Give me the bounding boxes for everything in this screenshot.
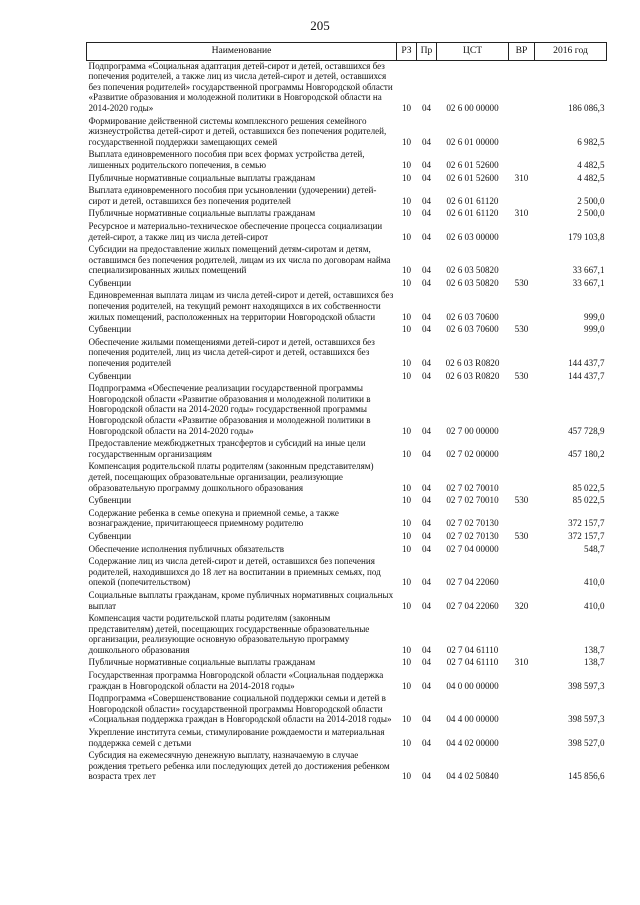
row-name-cell: Обеспечение жилыми помещениями детей-сирот и детей, оставшихся без попечения родителей, лиц из числа детей-сирот и детей, оставшихся без попечения родителей <box>88 336 375 369</box>
row-cst-cell: 02 7 02 70010 <box>446 482 499 493</box>
row-amount-cell: 372 157,7 <box>568 530 605 541</box>
row-pr-cell: 04 <box>421 277 432 288</box>
row-pr-cell: 04 <box>421 543 432 554</box>
row-rz-cell: 10 <box>401 530 412 541</box>
row-amount-cell: 2 500,0 <box>577 208 605 219</box>
row-vr-cell: 310 <box>514 657 529 668</box>
row-rz-cell: 10 <box>401 159 412 170</box>
row-cst-cell: 02 6 03 50820 <box>446 265 499 276</box>
row-amount-cell: 548,7 <box>584 543 605 554</box>
row-vr-cell <box>509 508 535 531</box>
row-pr-cell: 04 <box>421 370 432 381</box>
header-name: Наименование <box>87 43 397 61</box>
table-row <box>87 60 607 115</box>
row-pr-cell: 04 <box>421 600 432 611</box>
table-row <box>87 657 607 670</box>
row-name-cell: Социальные выплаты гражданам, кроме публичных нормативных социальных выплат <box>88 589 394 611</box>
row-name-cell: Субсидия на ежемесячную денежную выплату, назначаемую в случае рождения третьего ребенка или последующих детей до достижения ребенком возраста трех лет <box>88 750 390 782</box>
row-pr-cell: 04 <box>421 714 432 725</box>
row-amount-cell: 457 180,2 <box>568 448 605 459</box>
row-amount-cell: 33 667,1 <box>572 265 605 276</box>
table-row <box>87 244 607 278</box>
row-rz-cell: 10 <box>401 136 412 147</box>
table-row <box>87 438 607 461</box>
row-pr-cell: 04 <box>421 448 432 459</box>
row-name-cell: Обеспечение исполнения публичных обязательств <box>88 543 285 554</box>
row-pr-cell: 04 <box>421 231 432 242</box>
row-cst-cell: 02 6 01 61120 <box>446 195 499 206</box>
row-amount-cell: 144 437,7 <box>568 358 605 369</box>
table-row <box>87 185 607 208</box>
row-amount-cell: 179 103,8 <box>568 231 605 242</box>
row-amount-cell: 85 022,5 <box>572 495 605 506</box>
row-pr-cell: 04 <box>421 195 432 206</box>
row-vr-cell <box>509 556 535 590</box>
table-row <box>87 221 607 244</box>
row-name-cell: Субвенции <box>88 370 132 381</box>
row-cst-cell: 02 6 03 70600 <box>446 324 499 335</box>
row-cst-cell: 04 0 00 00000 <box>446 680 499 691</box>
table-row <box>87 324 607 337</box>
row-name-cell: Единовременная выплата лицам из числа детей-сирот и детей, оставшихся без попечения родителей, на текущий ремонт находящихся в их собственности жилых помещений, расположенных на территории Новгородской области <box>88 290 394 322</box>
row-vr-cell <box>509 185 535 208</box>
row-vr-cell <box>509 750 535 784</box>
row-amount-cell: 999,0 <box>584 311 605 322</box>
row-cst-cell: 02 6 01 61120 <box>446 208 499 219</box>
row-amount-cell: 410,0 <box>584 600 605 611</box>
row-vr-cell <box>509 670 535 693</box>
row-cst-cell: 04 4 02 00000 <box>446 737 499 748</box>
table-row <box>87 727 607 750</box>
row-rz-cell: 10 <box>401 644 412 655</box>
row-vr-cell: 530 <box>514 370 529 381</box>
row-vr-cell <box>509 244 535 278</box>
row-cst-cell: 02 6 01 00000 <box>446 136 499 147</box>
table-row <box>87 556 607 590</box>
row-rz-cell: 10 <box>401 714 412 725</box>
row-rz-cell: 10 <box>401 680 412 691</box>
row-pr-cell: 04 <box>421 644 432 655</box>
row-amount-cell: 186 086,3 <box>568 102 605 113</box>
row-vr-cell <box>509 727 535 750</box>
table-row <box>87 508 607 531</box>
header-year: 2016 год <box>535 43 607 61</box>
row-vr-cell <box>509 337 535 371</box>
row-pr-cell: 04 <box>421 136 432 147</box>
row-vr-cell <box>509 116 535 150</box>
header-pr: Пр <box>417 43 437 61</box>
row-vr-cell: 310 <box>514 172 529 183</box>
row-vr-cell <box>509 149 535 172</box>
row-name-cell: Публичные нормативные социальные выплаты гражданам <box>88 172 316 183</box>
row-amount-cell: 6 982,5 <box>577 136 605 147</box>
row-cst-cell: 02 6 03 R0820 <box>445 370 500 381</box>
table-row <box>87 290 607 324</box>
row-name-cell: Субвенции <box>88 324 132 335</box>
table-row <box>87 750 607 784</box>
row-name-cell: Подпрограмма «Социальная адаптация детей-сирот и детей, оставшихся без попечения родителей, а также лиц из числа детей-сирот и детей, оставшихся без попечения родителей» государственной программы Новгородской области «Развитие образования и молодежной политики в Новгородской области на 2014-2020 годы» <box>88 60 393 113</box>
row-amount-cell: 2 500,0 <box>577 195 605 206</box>
row-amount-cell: 145 856,6 <box>568 771 605 782</box>
row-amount-cell: 398 597,3 <box>568 680 605 691</box>
row-cst-cell: 02 7 04 22060 <box>446 600 499 611</box>
table-row <box>87 693 607 727</box>
row-cst-cell: 02 7 04 22060 <box>446 577 499 588</box>
table-row <box>87 544 607 557</box>
row-pr-cell: 04 <box>421 680 432 691</box>
table-row <box>87 495 607 508</box>
row-pr-cell: 04 <box>421 172 432 183</box>
row-cst-cell: 04 4 00 00000 <box>446 714 499 725</box>
row-cst-cell: 02 7 00 00000 <box>446 425 499 436</box>
row-pr-cell: 04 <box>421 657 432 668</box>
row-cst-cell: 04 4 02 50840 <box>446 771 499 782</box>
row-rz-cell: 10 <box>401 370 412 381</box>
row-vr-cell <box>509 544 535 557</box>
row-rz-cell: 10 <box>401 358 412 369</box>
row-name-cell: Компенсация части родительской платы родителям (законным представителям) детей, посещающих государственные образовательные организации, реализующие основную образовательную программу дошкольного образования <box>88 613 370 655</box>
table-header-row <box>87 43 607 61</box>
row-rz-cell: 10 <box>401 482 412 493</box>
row-cst-cell: 02 7 04 61110 <box>446 644 499 655</box>
table-row <box>87 173 607 186</box>
row-name-cell: Публичные нормативные социальные выплаты гражданам <box>88 657 316 668</box>
row-cst-cell: 02 6 03 50820 <box>446 277 499 288</box>
row-vr-cell <box>509 693 535 727</box>
row-cst-cell: 02 6 00 00000 <box>446 102 499 113</box>
row-name-cell: Выплата единовременного пособия при всех формах устройства детей, лишенных родительского попечения, в семью <box>88 149 365 170</box>
page-number: 205 <box>310 18 330 33</box>
table-row <box>87 337 607 371</box>
row-amount-cell: 398 527,0 <box>568 737 605 748</box>
row-name-cell: Субсидии на предоставление жилых помещений детям-сиротам и детям, оставшимся без попечения родителей, лицам из их числа по договорам найма специализированных жилых помещений <box>88 244 391 276</box>
row-amount-cell: 4 482,5 <box>577 159 605 170</box>
row-rz-cell: 10 <box>401 425 412 436</box>
row-cst-cell: 02 6 01 52600 <box>446 159 499 170</box>
row-amount-cell: 85 022,5 <box>572 482 605 493</box>
row-rz-cell: 10 <box>401 195 412 206</box>
row-rz-cell: 10 <box>401 324 412 335</box>
row-name-cell: Предоставление межбюджетных трансфертов и субсидий на иные цели государственным организациям <box>88 438 366 459</box>
row-name-cell: Содержание лиц из числа детей-сирот и детей, оставшихся без попечения родителей, находившихся до 18 лет на воспитании в приемных семьях, под опекой (попечительством) <box>88 556 381 588</box>
row-name-cell: Субвенции <box>88 495 132 506</box>
row-pr-cell: 04 <box>421 324 432 335</box>
row-vr-cell <box>509 461 535 495</box>
row-vr-cell <box>509 221 535 244</box>
row-cst-cell: 02 7 02 70130 <box>446 518 499 529</box>
row-amount-cell: 33 667,1 <box>572 277 605 288</box>
row-name-cell: Подпрограмма «Совершенствование социальной поддержки семьи и детей в Новгородской области» государственной программы Новгородской области «Социальная поддержка граждан в Новгородской области на 2014-2018 годы» <box>88 693 392 725</box>
row-vr-cell: 530 <box>514 324 529 335</box>
row-cst-cell: 02 7 04 61110 <box>446 657 499 668</box>
row-amount-cell: 144 437,7 <box>568 370 605 381</box>
row-rz-cell: 10 <box>401 518 412 529</box>
row-vr-cell <box>509 613 535 657</box>
row-name-cell: Выплата единовременного пособия при усыновлении (удочерении) детей-сирот и детей, оставшихся без попечения родителей <box>88 185 377 206</box>
row-pr-cell: 04 <box>421 530 432 541</box>
row-vr-cell: 530 <box>514 530 529 541</box>
row-name-cell: Подпрограмма «Обеспечение реализации государственной программы Новгородской области «Развитие образования и молодежной политики в Новгородской области на 2014-2020 годы» государственной программы Новгородской области «Развитие образования и молодежной политики в Новгородской области на 2014-2020 годы» <box>88 383 371 436</box>
table-row <box>87 461 607 495</box>
row-pr-cell: 04 <box>421 495 432 506</box>
row-cst-cell: 02 7 02 70130 <box>446 530 499 541</box>
row-vr-cell: 310 <box>514 208 529 219</box>
table-row <box>87 531 607 544</box>
row-name-cell: Государственная программа Новгородской области «Социальная поддержка граждан в Новгородской области на 2014-2018 годы» <box>88 670 384 691</box>
table-row <box>87 149 607 172</box>
row-cst-cell: 02 6 03 R0820 <box>445 358 500 369</box>
row-rz-cell: 10 <box>401 231 412 242</box>
row-pr-cell: 04 <box>421 482 432 493</box>
row-name-cell: Субвенции <box>88 277 132 288</box>
row-cst-cell: 02 6 03 70600 <box>446 311 499 322</box>
row-rz-cell: 10 <box>401 577 412 588</box>
row-vr-cell: 530 <box>514 495 529 506</box>
row-vr-cell: 530 <box>514 277 529 288</box>
row-rz-cell: 10 <box>401 495 412 506</box>
row-pr-cell: 04 <box>421 577 432 588</box>
row-pr-cell: 04 <box>421 771 432 782</box>
row-name-cell: Ресурсное и материально-техническое обеспечение процесса социализации детей-сирот, а также лиц из числа детей-сирот <box>88 220 383 242</box>
row-pr-cell: 04 <box>421 265 432 276</box>
table-row <box>87 208 607 221</box>
row-pr-cell: 04 <box>421 208 432 219</box>
row-amount-cell: 138,7 <box>584 644 605 655</box>
row-pr-cell: 04 <box>421 358 432 369</box>
row-amount-cell: 398 597,3 <box>568 714 605 725</box>
row-name-cell: Содержание ребенка в семье опекуна и приемной семье, а также вознаграждение, причитающееся приемному родителю <box>88 507 339 529</box>
table-row <box>87 613 607 657</box>
row-amount-cell: 372 157,7 <box>568 518 605 529</box>
row-rz-cell: 10 <box>401 102 412 113</box>
row-rz-cell: 10 <box>401 600 412 611</box>
row-amount-cell: 4 482,5 <box>577 172 605 183</box>
row-pr-cell: 04 <box>421 425 432 436</box>
row-rz-cell: 10 <box>401 311 412 322</box>
row-pr-cell: 04 <box>421 159 432 170</box>
row-amount-cell: 999,0 <box>584 324 605 335</box>
row-vr-cell <box>509 290 535 324</box>
header-vr: ВР <box>509 43 535 61</box>
row-pr-cell: 04 <box>421 737 432 748</box>
row-vr-cell <box>509 438 535 461</box>
row-name-cell: Субвенции <box>88 530 132 541</box>
row-vr-cell <box>509 60 535 115</box>
row-name-cell: Формирование действенной системы комплексного решения семейного жизнеустройства детей-сирот и детей, оставшихся без попечения родителей, государственной поддержки замещающих семей <box>88 115 387 147</box>
row-vr-cell: 320 <box>514 600 529 611</box>
row-name-cell: Укрепление института семьи, стимулирование рождаемости и материальная поддержка семей с детьми <box>88 727 385 748</box>
header-cst: ЦСТ <box>437 43 509 61</box>
row-rz-cell: 10 <box>401 737 412 748</box>
row-cst-cell: 02 7 02 70010 <box>446 495 499 506</box>
table-row <box>87 116 607 150</box>
row-cst-cell: 02 6 01 52600 <box>446 172 499 183</box>
row-rz-cell: 10 <box>401 265 412 276</box>
row-rz-cell: 10 <box>401 543 412 554</box>
table-row <box>87 590 607 613</box>
row-amount-cell: 457 728,9 <box>568 425 605 436</box>
table-row <box>87 371 607 384</box>
header-rz: РЗ <box>397 43 417 61</box>
row-name-cell: Компенсация родительской платы родителям (законным представителям) детей, посещающих образовательные организации, реализующие образовательную программу дошкольного образования <box>88 461 374 493</box>
row-cst-cell: 02 7 02 00000 <box>446 448 499 459</box>
row-rz-cell: 10 <box>401 208 412 219</box>
row-rz-cell: 10 <box>401 172 412 183</box>
table-row <box>87 670 607 693</box>
row-cst-cell: 02 6 03 00000 <box>446 231 499 242</box>
row-rz-cell: 10 <box>401 277 412 288</box>
row-vr-cell <box>509 383 535 438</box>
table-row <box>87 383 607 438</box>
row-pr-cell: 04 <box>421 311 432 322</box>
row-name-cell: Публичные нормативные социальные выплаты гражданам <box>88 208 316 219</box>
row-pr-cell: 04 <box>421 102 432 113</box>
row-cst-cell: 02 7 04 00000 <box>446 543 499 554</box>
row-rz-cell: 10 <box>401 448 412 459</box>
row-rz-cell: 10 <box>401 771 412 782</box>
row-pr-cell: 04 <box>421 518 432 529</box>
row-amount-cell: 410,0 <box>584 577 605 588</box>
row-amount-cell: 138,7 <box>584 657 605 668</box>
table-row <box>87 278 607 291</box>
budget-table <box>86 42 607 784</box>
row-rz-cell: 10 <box>401 657 412 668</box>
